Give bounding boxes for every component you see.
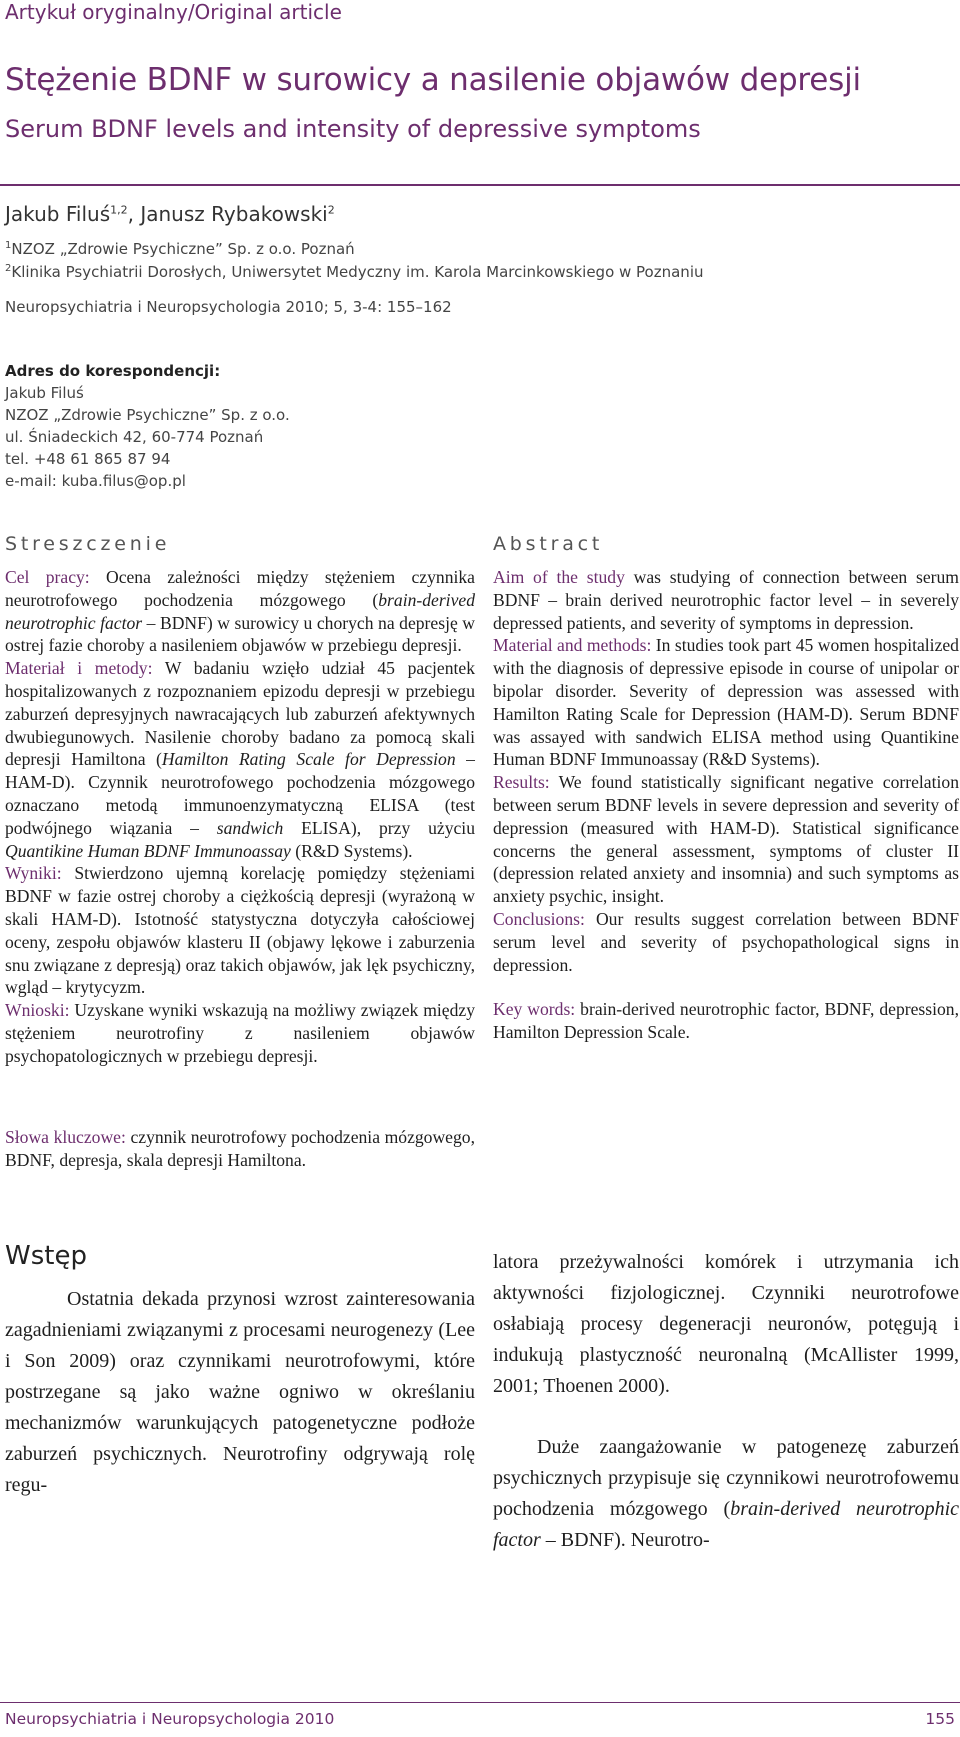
intro-paragraph: latora przeżywalności komórek i utrzymania ich aktywności fizjologicznej. Czynniki neurotrofowe osłabiają procesy degeneracji neuronów, potęgują i indukują plastyczność neuronalną (McAllister 1999, 2001; Thoenen 2000). xyxy=(493,1251,959,1397)
conclusions-label: Conclusions: xyxy=(493,908,585,929)
abstract-results xyxy=(493,771,959,908)
author-list xyxy=(5,202,335,226)
aim-text: – BDNF) w surowicy u chorych na depresję w ostrej fazie choroby a nasileniem objawów w przebiegu depresji. xyxy=(5,612,476,656)
methods-text: (R&D Systems). xyxy=(290,840,413,861)
methods-text: – HAM-D). Czynnik neurotrofowego pochodzenia mózgowego oznaczano metodą immunoenzymatyczną ELISA (test podwójnego wiązania – xyxy=(5,749,475,838)
streszczenie-methods xyxy=(5,657,475,862)
author-name: Jakub Filuś xyxy=(5,202,111,226)
correspondence-line: Jakub Filuś xyxy=(5,384,84,402)
streszczenie-keywords xyxy=(5,1126,475,1172)
correspondence-line: ul. Śniadeckich 42, 60-774 Poznań xyxy=(5,428,264,446)
methods-italic: Quantikine Human BDNF Immunoassay xyxy=(5,840,291,861)
methods-text: ELISA), przy użyciu xyxy=(283,817,475,838)
streszczenie-aim xyxy=(5,566,475,657)
page-number: 155 xyxy=(925,1710,955,1728)
correspondence-email[interactable]: e-mail: kuba.filus@op.pl xyxy=(5,472,186,490)
streszczenie-heading: Streszczenie xyxy=(5,533,171,555)
keywords-text: czynnik neurotrofowy pochodzenia mózgowego, BDNF, depresja, skala depresji Hamiltona. xyxy=(5,1127,475,1170)
abstract-conclusions xyxy=(493,908,959,976)
aim-label: Aim of the study xyxy=(493,567,625,587)
author-separator: , xyxy=(127,202,141,226)
streszczenie-body xyxy=(5,566,475,1068)
methods-label: Material and methods: xyxy=(493,635,652,656)
affiliation-text: Klinika Psychiatrii Dorosłych, Uniwersytet Medyczny im. Karola Marcinkowskiego w Poznaniu xyxy=(11,263,704,281)
section-heading-wstep: Wstęp xyxy=(5,1241,87,1271)
streszczenie-conclusions xyxy=(5,999,475,1067)
results-text: Stwierdzono ujemną korelację pomiędzy stężeniami BDNF w fazie ostrej choroby a ciężkością depresji (wyrażoną w skali HAM-D). Istotność statystyczna dotyczyła całościowej oceny, zespołu objawów klasteru II (objawy lękowe i zaburzenia snu związane z depresją) oraz takich objawów, jak lęk psychiczny, wgląd – krytycyzm. xyxy=(5,863,475,998)
aim-text: was studying of connection between serum BDNF – brain derived neurotrophic factor level – in severely depressed patients, and severity of symptoms in depression. xyxy=(493,567,959,633)
abstract-body xyxy=(493,566,959,1044)
aim-text: Ocena zależności między stężeniem czynnika neurotrofowego pochodzenia mózgowego ( xyxy=(5,567,475,610)
correspondence-block xyxy=(5,360,290,492)
streszczenie-results xyxy=(5,862,475,999)
spacer xyxy=(493,976,959,998)
aim-label: Cel pracy: xyxy=(5,567,90,587)
intro-paragraph xyxy=(493,1432,959,1556)
results-text: We found statistically significant negative correlation between serum BDNF levels in severe depression and severity of depression (measured with HAM-D). Statistical significance concerns the general assessment, symptoms of cluster II (depression related anxiety and insomnia) and such symptoms as anxiety psychic, insight. xyxy=(493,772,959,907)
page-title: Stężenie BDNF w surowicy a nasilenie objawów depresji xyxy=(5,62,861,98)
intro-text: Duże zaangażowanie w patogenezę zaburzeń psychicznych przypisuje się czynnikowi neurotrofowemu pochodzenia mózgowego ( xyxy=(493,1436,959,1520)
aim-italic: brain-derived neurotrophic factor xyxy=(5,589,475,633)
conclusions-text: Uzyskane wyniki wskazują na możliwy związek między stężeniem neurotrofiny z nasileniem objawów psychopatologicznych w przebiegu depresji. xyxy=(5,1000,475,1066)
intro-italic: brain-derived neurotrophic factor xyxy=(493,1498,960,1551)
correspondence-heading: Adres do korespondencji: xyxy=(5,362,221,380)
footer-journal-name: Neuropsychiatria i Neuropsychologia 2010 xyxy=(5,1710,335,1728)
page-subtitle-english: Serum BDNF levels and intensity of depressive symptoms xyxy=(5,115,701,143)
methods-label: Materiał i metody: xyxy=(5,658,153,679)
abstract-methods xyxy=(493,634,959,771)
affiliation-mark: 1 xyxy=(5,240,12,251)
author-affiliation-mark: 2 xyxy=(327,203,335,217)
article-type-label: Artykuł oryginalny/Original article xyxy=(5,0,342,24)
keywords-label: Słowa kluczowe: xyxy=(5,1127,126,1147)
methods-italic: sandwich xyxy=(216,817,284,838)
intro-text: – BDNF). Neurotro- xyxy=(540,1529,710,1551)
abstract-keywords xyxy=(493,998,959,1044)
keywords-text: brain-derived neurotrophic factor, BDNF, depression, Hamilton Depression Scale. xyxy=(493,999,959,1043)
abstract-heading: Abstract xyxy=(493,533,604,555)
journal-citation: Neuropsychiatria i Neuropsychologia 2010; 5, 3-4: 155–162 xyxy=(5,298,452,316)
footer-divider xyxy=(0,1702,960,1703)
keywords-label: Key words: xyxy=(493,999,576,1020)
correspondence-line: NZOZ „Zdrowie Psychiczne” Sp. z o.o. xyxy=(5,406,290,424)
title-divider xyxy=(0,184,960,186)
affiliation-text: NZOZ „Zdrowie Psychiczne” Sp. z o.o. Poznań xyxy=(11,240,355,258)
correspondence-line: tel. +48 61 865 87 94 xyxy=(5,450,171,468)
results-label: Wyniki: xyxy=(5,863,62,884)
results-label: Results: xyxy=(493,772,550,793)
intro-paragraph: Ostatnia dekada przynosi wzrost zainteresowania zagadnieniami związanymi z procesami neurogenezy (Lee i Son 2009) oraz czynnikami neurotrofowymi, które postrzegane są jako ważne ogniwo w określaniu mechanizmów warunkujących patogenetyczne podłoże zaburzeń psychicznych. Neurotrofiny odgrywają rolę regu- xyxy=(5,1288,475,1496)
conclusions-text: Our results suggest correlation between BDNF serum level and severity of psychopathological signs in depression. xyxy=(493,908,959,975)
methods-text: W badaniu wzięło udział 45 pacjentek hospitalizowanych z rozpoznaniem epizodu depresji w przebiegu zaburzeń depresyjnych nawracających lub zaburzeń afektywnych dwubiegunowych. Nasilenie choroby badano za pomocą skali depresji Hamiltona ( xyxy=(5,658,475,770)
affiliation-mark: 2 xyxy=(5,263,12,274)
affiliation-line xyxy=(5,263,704,281)
author-affiliation-mark: 1,2 xyxy=(110,203,128,217)
abstract-aim xyxy=(493,566,959,634)
methods-italic: Hamilton Rating Scale for Depression xyxy=(161,749,456,770)
methods-text: In studies took part 45 women hospitalized with the diagnosis of depressive episode in course of unipolar or bipolar disorder. Severity of depression was assessed with Hamilton Rating Scale for Depression (HAM-D). Serum BDNF was assayed with sandwich ELISA method using Quantikine Human BDNF Immunoassay (R&D Systems). xyxy=(493,635,959,770)
conclusions-label: Wnioski: xyxy=(5,1000,70,1021)
author-name: Janusz Rybakowski xyxy=(140,202,328,226)
affiliation-line xyxy=(5,240,355,258)
